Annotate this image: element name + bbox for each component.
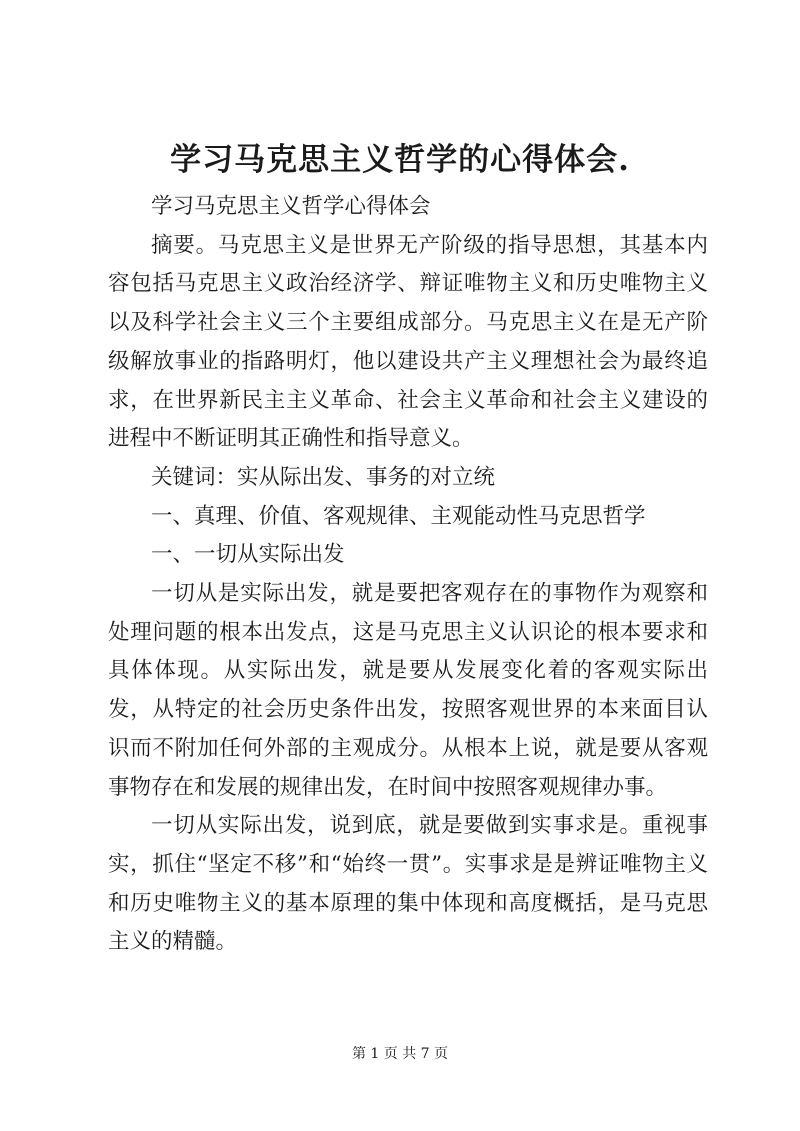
abstract-paragraph: 摘要。马克思主义是世界无产阶级的指导思想，其基本内容包括马克思主义政治经济学、辩证唯物主义和历史唯物主义以及科学社会主义三个主要组成部分。马克思主义在是无产阶级解放事业的指路明灯，他以建设共产主义理想社会为最终追求，在世界新民主主义革命、社会主义革命和社会主义建设的进程中不断证明其正确性和指导意义。 [108,232,708,452]
document-body [108,188,708,962]
page-footer: 第 1 页 共 7 页 [351,1046,449,1062]
body-paragraph: 一切从实际出发，说到底，就是要做到实事求是。重视事实，抓住“坚定不移”和“始终一贯”。实事求是是辨证唯物主义和历史唯物主义的基本原理的集中体现和高度概括，是马克思主义的精髓。 [108,813,708,955]
section-heading: 一、一切从实际出发 [151,542,345,568]
body-paragraph: 一切从是实际出发，就是要把客观存在的事物作为观察和处理问题的根本出发点，这是马克思主义认识论的根本要求和具体体现。从实际出发，就是要从发展变化着的客观实际出发，从特定的社会历史条件出发，按照客观世界的本来面目认识而不附加任何外部的主观成分。从根本上说，就是要从客观事物存在和发展的规律出发，在时间中按照客观规律办事。 [108,581,708,800]
keywords-paragraph: 关键词：实从际出发、事务的对立统 [151,464,496,490]
subtitle-paragraph: 学习马克思主义哲学心得体会 [151,194,431,219]
section-heading: 一、真理、价值、客观规律、主观能动性马克思哲学 [151,503,646,529]
document-title: 学习马克思主义哲学的心得体会. [170,142,630,178]
